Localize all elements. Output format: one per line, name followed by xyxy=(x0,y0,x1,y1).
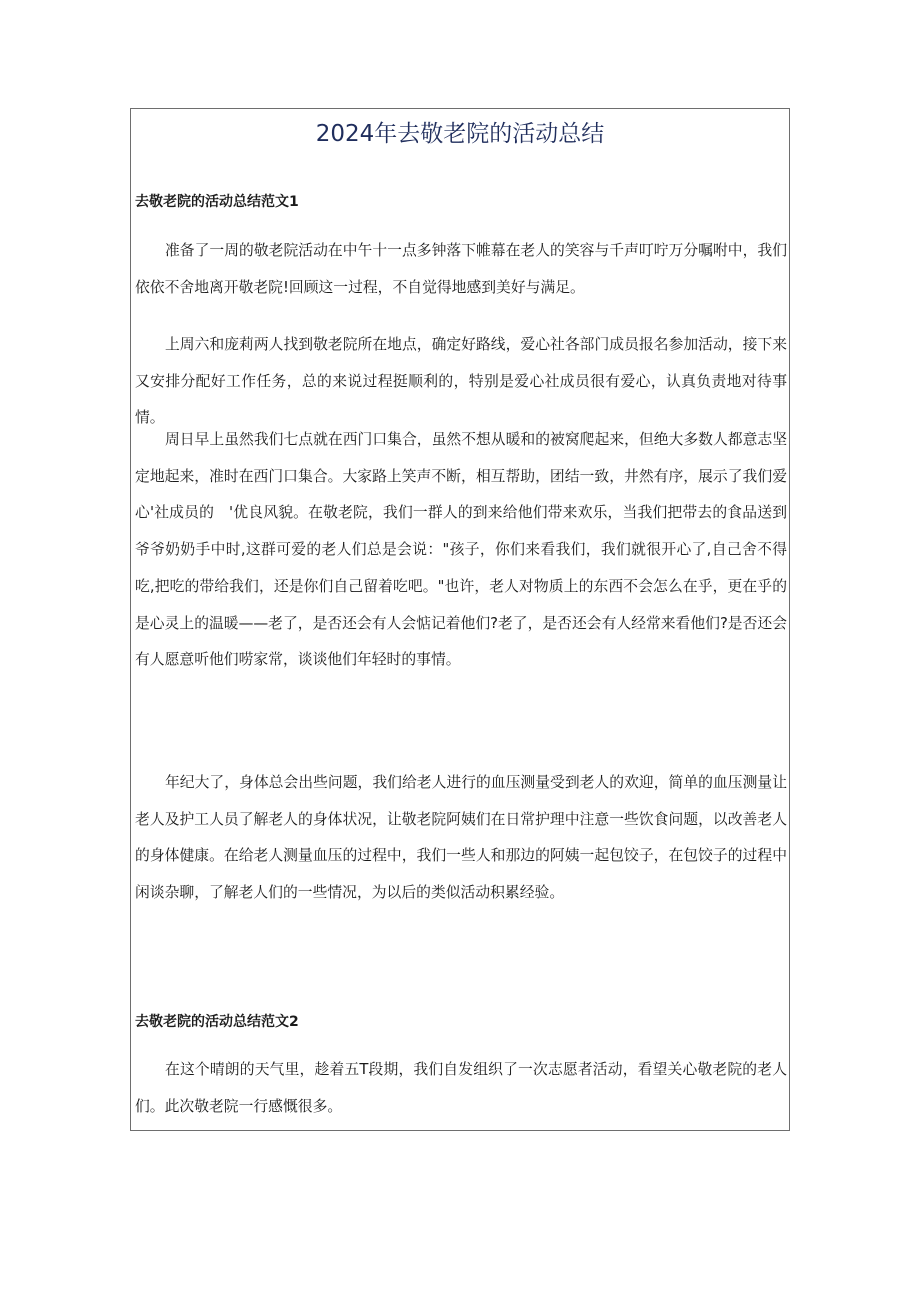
paragraph-1-4: 年纪大了，身体总会出些问题，我们给老人进行的血压测量受到老人的欢迎，简单的血压测量让老人及护工人员了解老人的身体状况，让敬老院阿姨们在日常护理中注意一些饮食问题，以改善老人的身体健康。在给老人测量血压的过程中，我们一些人和那边的阿姨一起包饺子，在包饺子的过程中闲谈杂聊，了解老人们的一些情况，为以后的类似活动积累经验。 xyxy=(135,774,787,902)
paragraph-1-1: 准备了一周的敬老院活动在中午十一点多钟落下帷幕在老人的笑容与千声叮咛万分嘱咐中，我们依依不舍地离开敬老院!回顾这一过程，不自觉得地感到美好与满足。 xyxy=(135,242,787,296)
paragraph-1-2: 上周六和庞莉两人找到敬老院所在地点，确定好路线，爱心社各部门成员报名参加活动，接下来又安排分配好工作任务，总的来说过程挺顺利的，特别是爱心社成员很有爱心，认真负责地对待事情。 xyxy=(135,336,787,427)
paragraph-2-1: 在这个晴朗的天气里，趁着五T段期，我们自发组织了一次志愿者活动，看望关心敬老院的老人们。此次敬老院一行感慨很多。 xyxy=(135,1061,787,1115)
section-heading-1: 去敬老院的活动总结范文1 xyxy=(135,194,299,210)
section-heading-2: 去敬老院的活动总结范文2 xyxy=(135,1014,299,1030)
paragraph-1-3: 周日早上虽然我们七点就在西门口集合，虽然不想从暖和的被窝爬起来，但绝大多数人都意志坚定地起来，准时在西门口集合。大家路上笑声不断，相互帮助，团结一致，井然有序，展示了我们爱心'社成员的 '优良风貌。在敬老院，我们一群人的到来给他们带来欢乐，当我们把带去的食品送到爷爷奶奶手中时,这群可爱的老人们总是会说："孩子，你们来看我们，我们就很开心了,自己舍不得吃,把吃的带给我们，还是你们自己留着吃吧。"也许，老人对物质上的东西不会怎么在乎，更在乎的是心灵上的温暖——老了，是否还会有人会惦记着他们?老了，是否还会有人经常来看他们?是否还会有人愿意听他们唠家常，谈谈他们年轻时的事情。 xyxy=(135,431,787,669)
document-title: 2024年去敬老院的活动总结 xyxy=(315,121,605,147)
